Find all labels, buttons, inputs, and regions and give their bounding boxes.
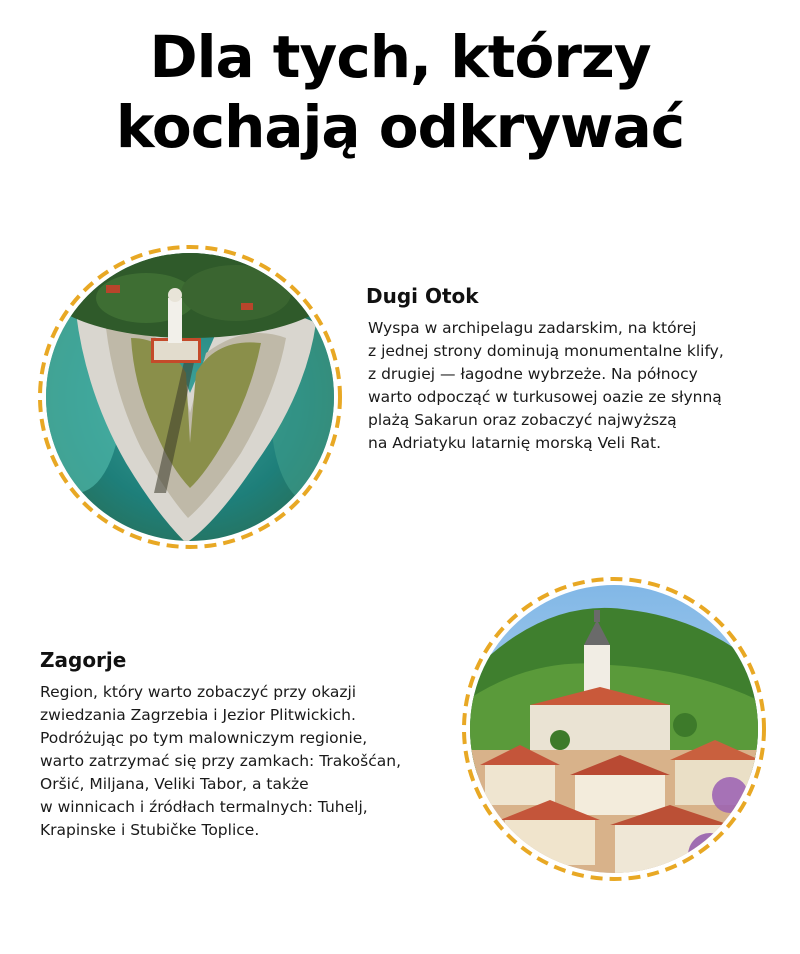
page-title-line-2: kochają odkrywać: [115, 93, 685, 161]
zagorje-line: Krapinske i Stubičke Toplice.: [40, 821, 260, 839]
dugi-otok-line: plażą Sakarun oraz zobaczyć najwyższą: [368, 411, 677, 429]
page-title-line-1: Dla tych, którzy: [149, 23, 651, 91]
zagorje-line: Oršić, Miljana, Veliki Tabor, a także: [40, 775, 309, 793]
zagorje-line: zwiedzania Zagrzebia i Jezior Plitwickich.: [40, 706, 356, 724]
zagorje-line: Region, który warto zobaczyć przy okazji: [40, 683, 357, 701]
dugi-otok-line: na Adriatyku latarnię morską Veli Rat.: [368, 434, 662, 452]
dugi-otok-line: z jednej strony dominują monumentalne klify,: [368, 342, 724, 360]
dugi-otok-heading: Dugi Otok: [366, 284, 479, 308]
zagorje-line: w winnicach i źródłach termalnych: Tuhelj,: [40, 798, 368, 816]
dugi-otok-image: [36, 243, 344, 551]
page-title: [0, 22, 800, 162]
dugi-otok-line: z drugiej — łagodne wybrzeże. Na północy: [368, 365, 698, 383]
dugi-otok-line: Wyspa w archipelagu zadarskim, na której: [368, 319, 697, 337]
zagorje-heading: Zagorje: [40, 648, 127, 672]
zagorje-line: Podróżując po tym malowniczym regionie,: [40, 729, 368, 747]
zagorje-image: [460, 575, 768, 883]
dugi-otok-line: warto odpocząć w turkusowej oazie ze słynną: [368, 388, 722, 406]
zagorje-line: warto zatrzymać się przy zamkach: Trakošćan,: [40, 752, 402, 770]
zagorje-description: [40, 681, 401, 842]
dugi-otok-description: [368, 317, 724, 455]
